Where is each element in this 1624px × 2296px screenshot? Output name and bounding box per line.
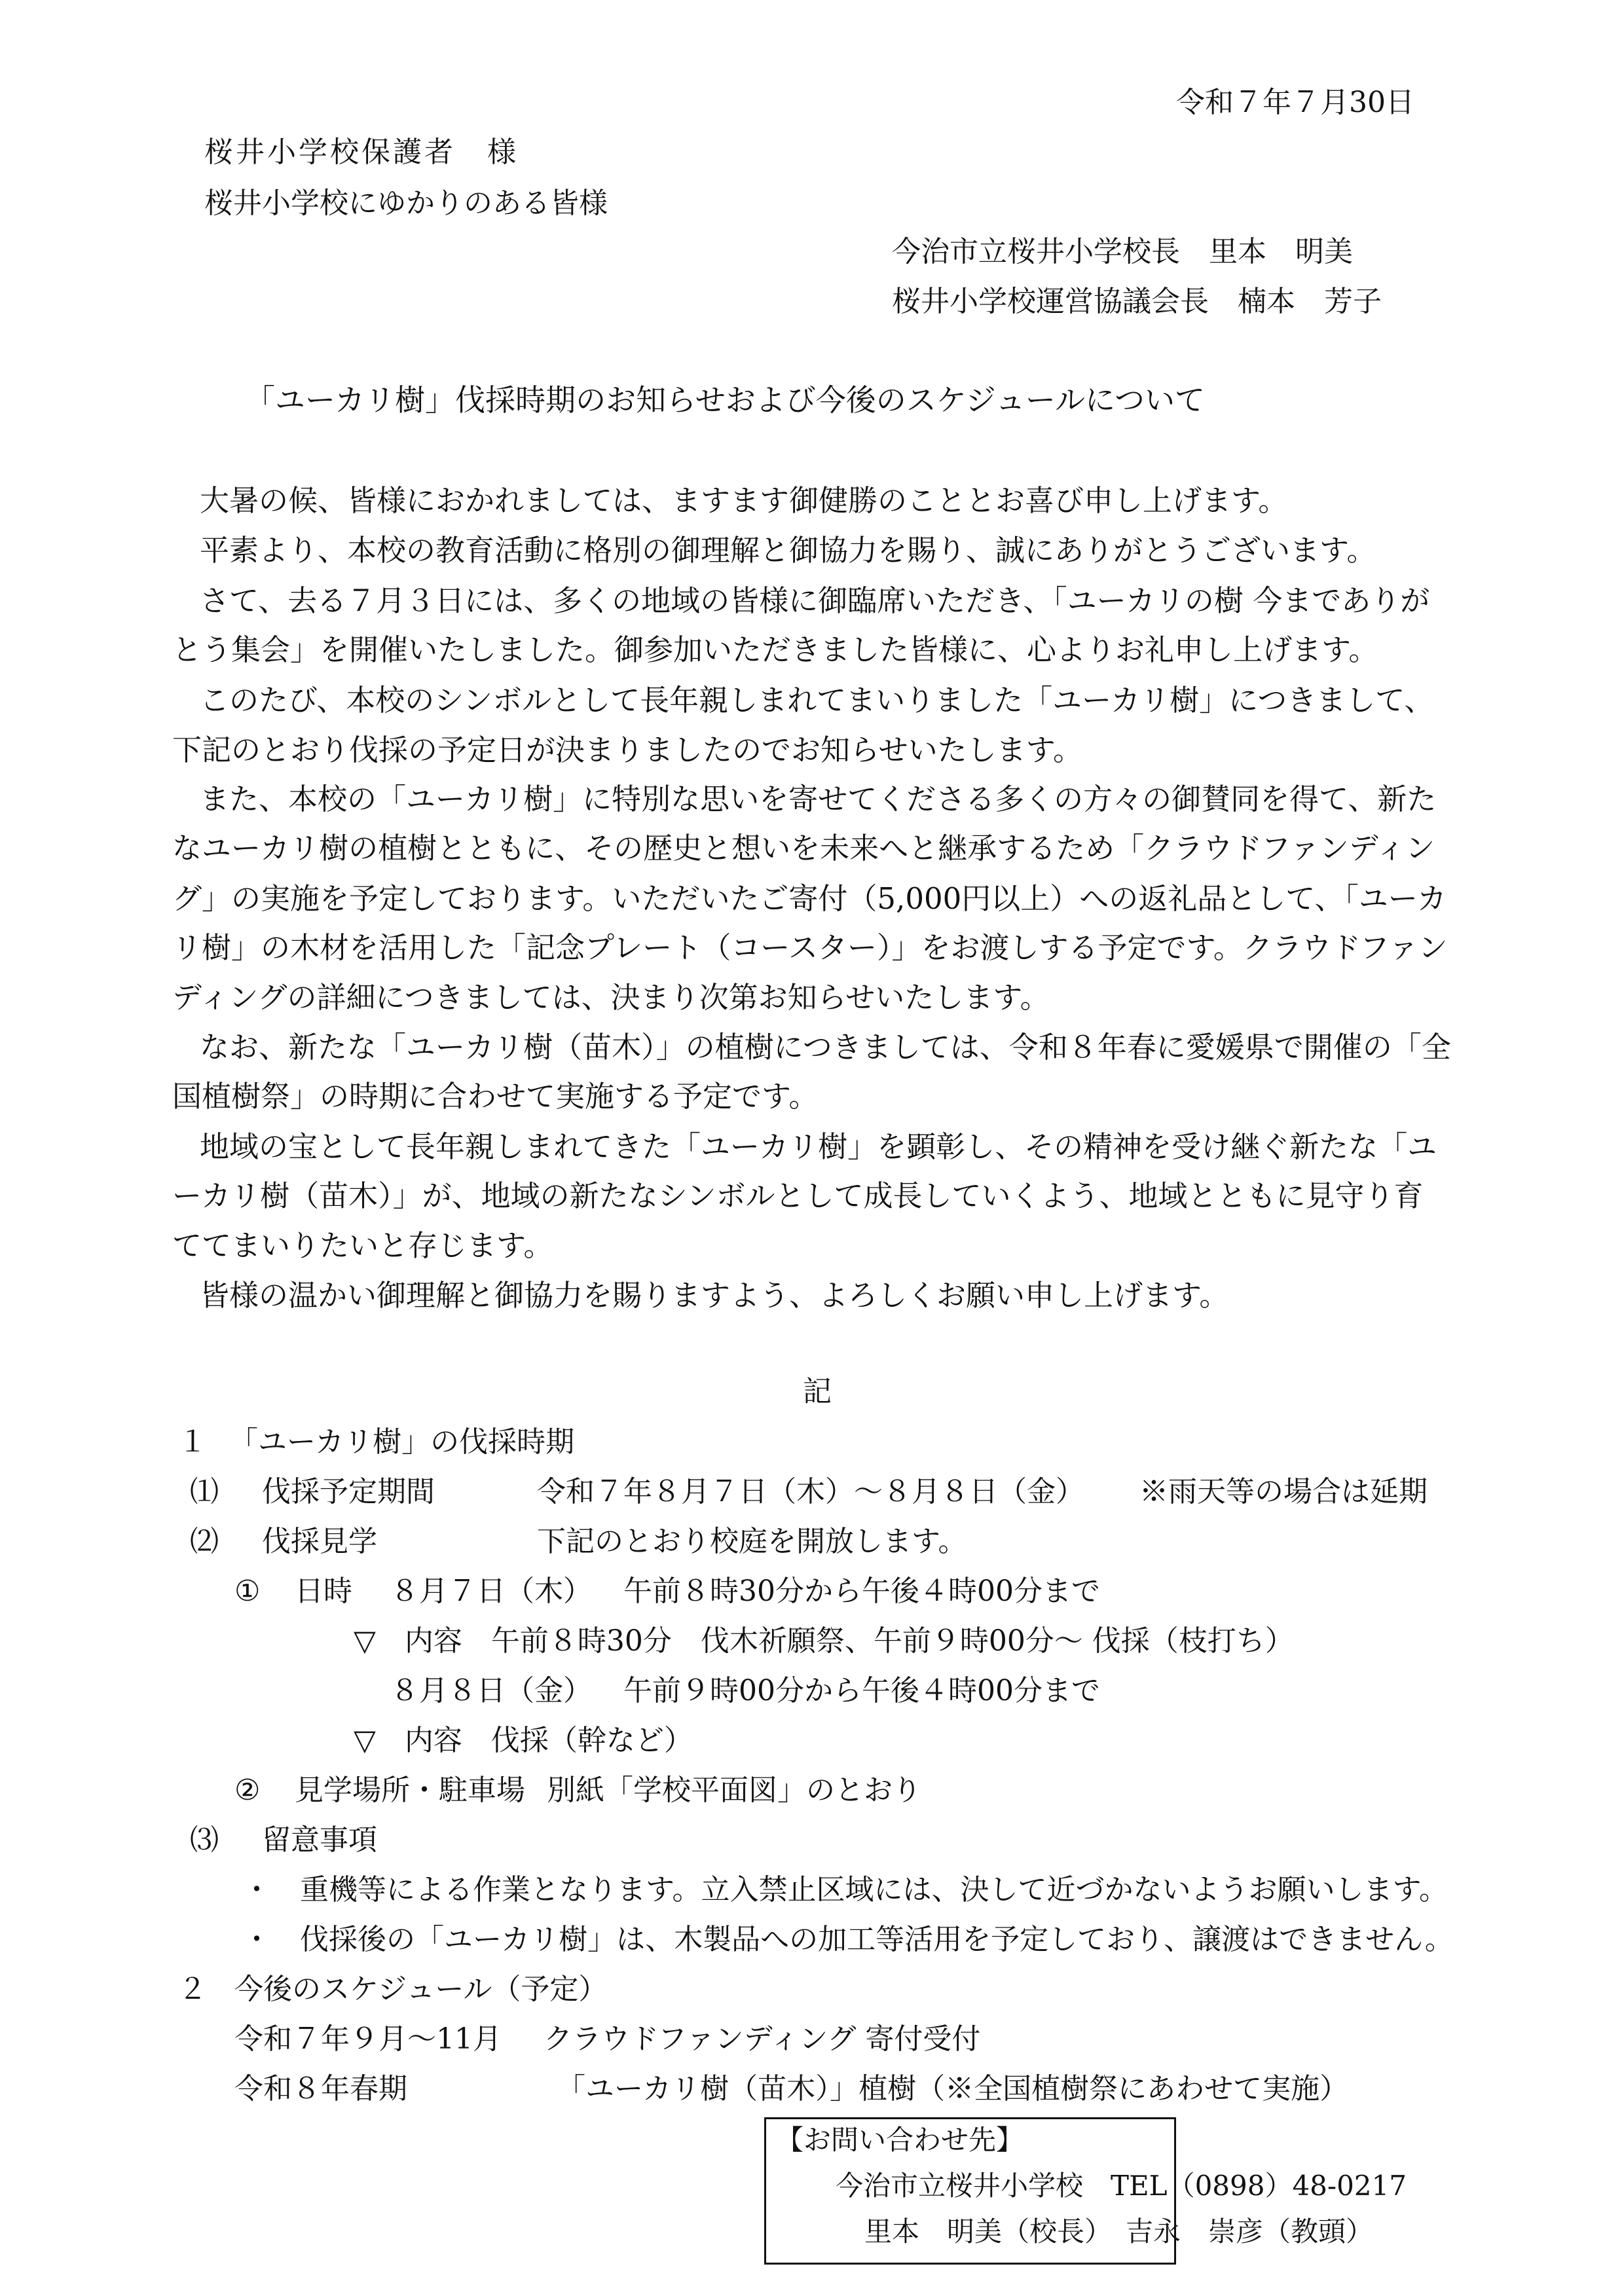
- schedule-event-1: クラウドファンディング 寄付受付: [544, 2022, 981, 2056]
- document-date: 令和７年７月30日: [1176, 86, 1414, 119]
- item3-label: 留意事項: [262, 1823, 377, 1857]
- sub2-value: 別紙「学校平面図」のとおり: [547, 1774, 921, 1807]
- schedule-period-2: 令和８年春期: [234, 2072, 407, 2105]
- document-title: 「ユーカリ樹」伐採時期のお知らせおよび今後のスケジュールについて: [245, 382, 1206, 418]
- body-line-5: このたび、本校のシンボルとして長年親しまれてまいりました「ユーカリ樹」につきまして、: [200, 683, 1434, 718]
- day1-date: ８月７日（木）: [390, 1575, 592, 1608]
- note-1: ・ 重機等による作業となります。立入禁止区域には、決して近づかないようお願いします。: [242, 1873, 1448, 1906]
- section1-number: １: [178, 1425, 207, 1459]
- body-line-9: グ」の実施を予定しております。いただいたご寄付（5,000円以上）への返礼品として、「ユーカ: [172, 881, 1447, 916]
- item2-label: 伐採見学: [262, 1525, 377, 1558]
- section1-heading: 「ユーカリ樹」の伐採時期: [229, 1425, 575, 1459]
- schedule-period-1: 令和７年９月～11月: [234, 2022, 502, 2056]
- sender-principal: 今治市立桜井小学校長 里本 明美: [892, 235, 1353, 268]
- sender-council-chair: 桜井小学校運営協議会長 楠本 芳子: [892, 285, 1382, 318]
- body-line-3: さて、去る７月３日には、多くの地域の皆様に御臨席いただき、「ユーカリの樹 今までありが: [200, 583, 1430, 618]
- schedule-event-2: 「ユーカリ樹（苗木）」植樹（※全国植樹祭にあわせて実施）: [557, 2072, 1349, 2105]
- sub1-label: 日時: [295, 1575, 352, 1608]
- body-line-15: ーカリ樹（苗木）」が、地域の新たなシンボルとして成長していくよう、地域とともに見守り育: [172, 1178, 1424, 1213]
- item2-value: 下記のとおり校庭を開放します。: [537, 1525, 967, 1558]
- body-line-8: なユーカリ樹の植樹とともに、その歴史と想いを未来へと継承するため「クラウドファンディン: [172, 831, 1435, 866]
- item1-value: 令和７年８月７日（木）～８月８日（金）: [537, 1475, 1084, 1508]
- recipient-parents: 桜井小学校保護者 様: [204, 136, 519, 169]
- item2-number: ⑵: [190, 1525, 219, 1558]
- body-line-7: また、本校の「ユーカリ樹」に特別な思いを寄せてくださる多くの方々の御賛同を得て、新た: [200, 782, 1437, 816]
- contact-school: 今治市立桜井小学校 TEL（0898）48-0217: [836, 2170, 1407, 2202]
- body-line-16: ててまいりたいと存じます。: [172, 1228, 553, 1263]
- sub2-label: 見学場所・駐車場: [295, 1774, 525, 1807]
- body-line-4: とう集会」を開催いたしました。御参加いただきました皆様に、心よりお礼申し上げます。: [172, 632, 1378, 667]
- body-line-10: リ樹」の木材を活用した「記念プレート（コースター）」をお渡しする予定です。クラウドファン: [172, 930, 1448, 965]
- contact-heading: 【お問い合わせ先】: [776, 2124, 1024, 2156]
- body-line-6: 下記のとおり伐採の予定日が決まりましたのでお知らせいたします。: [172, 733, 1083, 767]
- day2-time: 午前９時00分から午後４時00分まで: [623, 1674, 1100, 1707]
- section2-heading: 今後のスケジュール（予定）: [234, 1973, 608, 2006]
- body-line-1: 大暑の候、皆様におかれましては、ますます御健勝のこととお喜び申し上げます。: [200, 483, 1288, 518]
- item1-note: ※雨天等の場合は延期: [1139, 1475, 1428, 1508]
- section2-number: ２: [178, 1973, 207, 2006]
- body-line-17: 皆様の温かい御理解と御協力を賜りますよう、よろしくお願い申し上げます。: [200, 1278, 1229, 1313]
- day1-time: 午前８時30分から午後４時00分まで: [623, 1575, 1100, 1608]
- item3-number: ⑶: [190, 1823, 219, 1857]
- body-line-14: 地域の宝として長年親しまれてきた「ユーカリ樹」を顕彰し、その精神を受け継ぐ新たな「ユ: [200, 1129, 1437, 1164]
- item1-label: 伐採予定期間: [262, 1475, 435, 1508]
- recipient-community: 桜井小学校にゆかりのある皆様: [204, 187, 608, 220]
- day2-content: ▽ 内容 伐採（幹など）: [354, 1724, 693, 1757]
- body-line-12: なお、新たな「ユーカリ樹（苗木）」の植樹につきましては、令和８年春に愛媛県で開催の「全: [200, 1030, 1451, 1065]
- sub1-number: ①: [234, 1575, 261, 1608]
- item1-number: ⑴: [190, 1475, 219, 1508]
- note-2: ・ 伐採後の「ユーカリ樹」は、木製品への加工等活用を予定しており、譲渡はできません。: [242, 1923, 1454, 1956]
- sub2-number: ②: [234, 1774, 261, 1807]
- body-line-2: 平素より、本校の教育活動に格別の御理解と御協力を賜り、誠にありがとうございます。: [200, 533, 1376, 568]
- body-line-11: ディングの詳細につきましては、決まり次第お知らせいたします。: [172, 980, 1050, 1015]
- ki-heading: 記: [803, 1375, 832, 1408]
- contact-people: 里本 明美（校長） 吉永 崇彦（教頭）: [864, 2215, 1374, 2248]
- day2-date: ８月８日（金）: [390, 1674, 592, 1707]
- day1-content: ▽ 内容 午前８時30分 伐木祈願祭、午前９時00分～ 伐採（枝打ち）: [354, 1624, 1294, 1658]
- body-line-13: 国植樹祭」の時期に合わせて実施する予定です。: [172, 1079, 819, 1114]
